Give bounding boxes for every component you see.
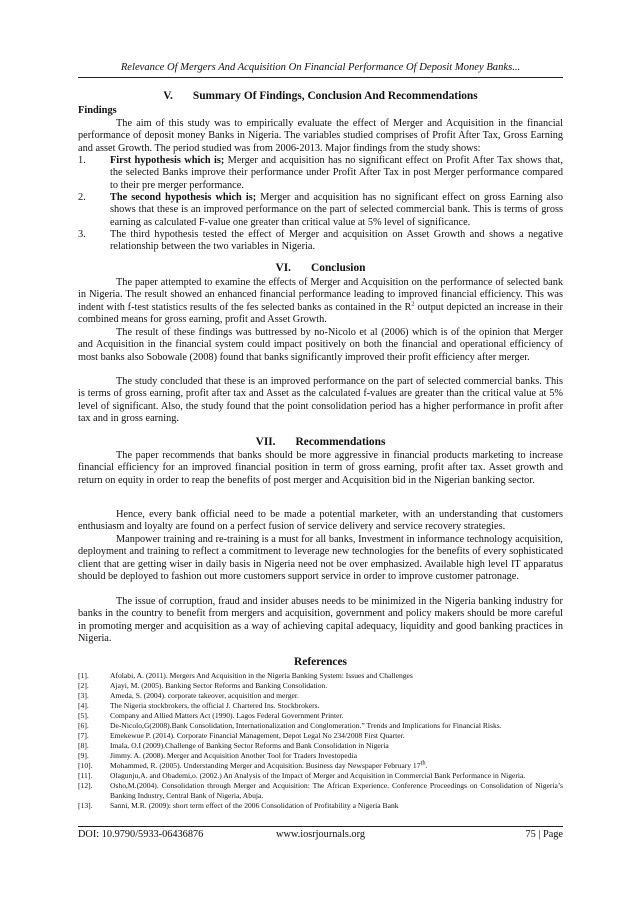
reference-number: [3]. [78,691,89,700]
section-number: VII. [255,436,276,448]
superscript: 2 [411,300,415,308]
finding-lead: First hypothesis which is; [110,155,225,166]
finding-lead: The second hypothesis which is; [110,192,257,203]
reference-text: Ameda, S. (2004). corporate takeover, acquisition and merger. [110,691,299,700]
footer-doi: DOI: 10.9790/5933-06436876 [78,829,204,840]
reference-text: Afolabi, A. (2011). Mergers And Acquisition in the Nigeria Banking System: Issues and Challenges [110,671,413,680]
reference-item [78,801,563,811]
footer-rule [78,826,563,827]
reference-number: [4]. [78,701,89,710]
reference-item [78,781,563,801]
finding-text: Merger and acquisition has no significant effect on Profit After Tax shows that, the selected Banks improve their performance under Profit After Tax in post Merger performance compared to their pre merger performance. [110,155,563,191]
superscript: th [420,759,426,767]
reference-text: Olagunju,A. and Obademi,o. (2002.) An Analysis of the Impact of Merger and Acquisition in Commercial Bank Performance in Nigeria. [110,771,526,780]
reference-item [78,751,563,761]
section-heading-6 [78,262,563,274]
list-number: 3. [78,229,86,240]
reference-number: [13]. [78,801,93,810]
section-title: Conclusion [311,262,366,274]
reference-number: [5]. [78,711,89,720]
running-head: Relevance Of Mergers And Acquisition On Financial Performance Of Deposit Money Banks... [120,62,521,73]
reference-number: [9]. [78,751,89,760]
reference-text: Company and Allied Matters Act (1990). Lagos Federal Government Printer. [110,711,344,720]
paragraph-text: output depicted an increase in their combined means for gross earning, profit and Asset Growth. [78,301,563,326]
reference-text: De-Nicolo,G(2008).Bank Consolidation, Internationalization and Conglomeration.” Trends and Implications for Financial Risks. [110,721,502,730]
reference-number: [6]. [78,721,89,730]
section-number: VI. [275,262,292,274]
section-heading-7 [78,436,563,448]
reference-text: Sanni, M.R. (2009): short term effect of the 2006 Consolidation of Profitability a Nigeria Bank [110,801,399,810]
reference-item [78,681,563,691]
reference-number: [8]. [78,741,89,750]
reference-number: [10]. [78,761,93,770]
section-heading-5 [78,90,563,102]
reference-list [78,671,563,811]
list-number: 1. [78,155,86,166]
reference-item [78,701,563,711]
reference-number: [11]. [78,771,93,780]
section-number: V. [163,90,173,102]
reference-item [78,691,563,701]
reference-item [78,711,563,721]
section-title: Recommendations [295,436,386,448]
conclusion-paragraph-3: The study concluded that these is an improved performance on the part of selected commercial banks. This is terms of gross earning, profit after tax and Asset as the calculated f-values are greater than the critical value at 5% level of significant. Also, the study found that the point consolidation period has a higher performance in profit after tax and in gross earning. [78,376,563,425]
recommendation-paragraph-4: The issue of corruption, fraud and insider abuses needs to be minimized in the Nigeria banking industry for banks in the country to benefit from mergers and acquisition, government and policy makers should be more careful in promoting merger and acquisition as a way of achieving capital adequacy, liquidity and good banking practices in Nigeria. [78,596,563,645]
finding-item-1 [78,155,563,192]
reference-item [78,761,563,771]
footer-page-number: 75 | Page [525,829,563,840]
conclusion-paragraph-1 [78,277,563,327]
reference-item [78,741,563,751]
reference-number: [2]. [78,681,89,690]
reference-text: Emekewue P. (2014). Corporate Financial Management, Depot Legal No 234/2008 First Quarter. [110,731,405,740]
reference-text: . [425,761,428,770]
reference-number: [1]. [78,671,89,680]
conclusion-paragraph-2: The result of these findings was buttressed by no-Nicolo et al (2006) which is of the opinion that Merger and Acquisition in the financial system could impact positively on both the financial and operational efficiency of most banks also Sobowale (2008) found that banks significantly improved their profit efficiency after merger. [78,327,563,363]
footer-site: www.iosrjournals.org [276,829,365,840]
reference-text: Osho,M.(2004). Consolidation through Merger and Acquisition: The African Experience. Conference Proceedings on Consolidation of Nigeria’s Banking Industry, Central Bank of Nigeria, Abuja. [110,781,563,800]
finding-text: The third hypothesis tested the effect of Merger and acquisition on Asset Growth and shows a negative relationship between the two variables in Nigeria. [110,229,563,253]
reference-item [78,671,563,681]
recommendation-paragraph-2: Hence, every bank official need to be made a potential marketer, with an understanding that customers enthusiasm and loyalty are found on a perfect fusion of service delivery and service recovery strategies. [78,509,563,533]
recommendation-paragraph-3: Manpower training and re-training is a must for all banks, Investment in informance technology acquisition, deployment and training to reflect a commitment to leverage new technologies for the benefits of every sophisticated client that are getting wiser in daily basis in Nigeria need not be over emphasized. Available high level IT apparatus should be deployed to fashion out more customers support service in order to improve customer patronage. [78,534,563,583]
reference-text: The Nigeria stockbrokers, the official J. Chartered Ins. Stockbrokers. [110,701,320,710]
header-rule [78,77,563,78]
finding-text: Merger and acquisition has no significant effect on gross Earning also shows that these is an improved performance on the part of selected commercial bank. This is terms of gross earning as calculated F-value one greater than critical value at 5% level of significance. [110,192,563,228]
finding-item-2 [78,192,563,229]
reference-text: Ajayi, M. (2005). Banking Sector Reforms and Banking Consolidation. [110,681,328,690]
reference-text: Jimmy. A. (2008). Merger and Acquisition Another Tool for Traders Investopedia [110,751,357,760]
reference-item [78,771,563,781]
finding-item-3 [78,229,563,254]
reference-item [78,721,563,731]
list-number: 2. [78,192,86,203]
reference-number: [7]. [78,731,89,740]
findings-heading: Findings [78,105,117,116]
section-title: References [294,656,347,668]
reference-text: Imala, O.I (2009).Challenge of Banking Sector Reforms and Bank Consolidation in Nigeria [110,741,389,750]
reference-number: [12]. [78,781,93,790]
findings-intro: The aim of this study was to empirically evaluate the effect of Merger and Acquisition in the financial performance of deposit money Banks in Nigeria. The variables studied comprises of Profit After Tax, Gross Earning and asset Growth. The period studied was from 2006-2013. Major findings from the study shows: [78,118,563,154]
reference-item [78,731,563,741]
references-heading [78,656,563,668]
section-title: Summary Of Findings, Conclusion And Recommendations [192,90,478,102]
paragraph-text: The paper attempted to examine the effects of Merger and Acquisition on the performance of selected bank in Nigeria. The result showed an enhanced financial performance leading to improved financial efficiency. This was indent with f-test statistics results of the fes selected banks as contained in the R [78,277,563,313]
recommendation-paragraph-1: The paper recommends that banks should be more aggressive in financial products marketing to increase financial efficiency for an improved financial position in term of gross earning, profit after tax. Asset growth and return on equity in order to reap the benefits of post merger and Acquisition bid in the Nigerian banking sector. [78,450,563,486]
reference-text: Mohammed, R. (2005). Understanding Merger and Acquisition. Business day Newspaper February 17 [110,761,421,770]
